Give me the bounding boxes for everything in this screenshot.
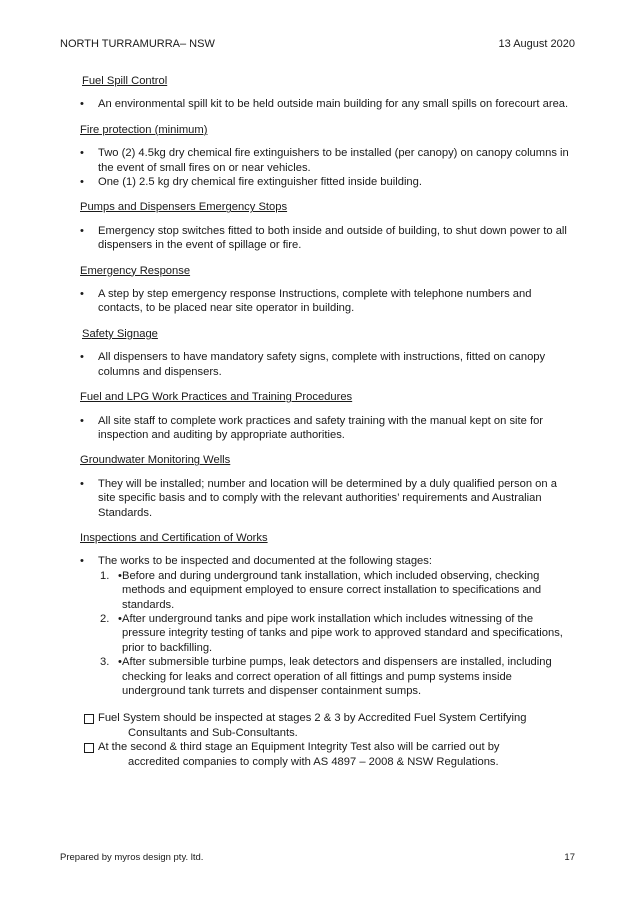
stage-text: Before and during underground tank installation, which included observing, checking methods and equipment employed to ensure correct installation to specifications and standards. [122, 569, 542, 611]
bullet-list [60, 97, 575, 111]
section-work-practices [60, 390, 575, 442]
section-inspections [60, 531, 575, 769]
bullet-item: • Two (2) 4.5kg dry chemical fire extinguishers to be installed (per canopy) on canopy columns in the event of small fires on or near vehicles. [60, 146, 575, 175]
stage-item [98, 612, 575, 655]
section-heading: Inspections and Certification of Works [80, 531, 268, 544]
checkbox-icon [84, 714, 94, 724]
stage-text: After submersible turbine pumps, leak detectors and dispensers are installed, including checking for leaks and correct operation of all fittings and pump systems inside underground tank turrets and dispenser containment sumps. [122, 656, 552, 697]
bullet-list [60, 414, 575, 443]
bullet-list [60, 287, 575, 316]
section-fire-protection [60, 123, 575, 190]
stage-number: • 3. [100, 656, 110, 669]
section-safety-signage [60, 327, 575, 379]
section-heading: Groundwater Monitoring Wells [80, 454, 231, 467]
section-groundwater-wells [60, 453, 575, 520]
inspections-intro: The works to be inspected and documented at the following stages: [98, 555, 432, 568]
bullet-item: • All site staff to complete work practices and safety training with the manual kept on site for inspection and auditing by appropriate authorities. [60, 414, 575, 443]
bullet-item: • Emergency stop switches fitted to both inside and outside of building, to shut down power to all dispensers in the event of spillage or fire. [60, 224, 575, 253]
bullet-list [60, 350, 575, 379]
stage-number: • 1. [100, 569, 110, 582]
checkbox-icon [84, 743, 94, 753]
section-heading: Fuel Spill Control [82, 75, 168, 87]
checklist-item [60, 711, 575, 740]
bullet-item: • They will be installed; number and location will be determined by a duly qualified person on a site specific basis and to comply with the relevant authorities’ requirements and Australian Standards. [60, 477, 575, 520]
section-heading: Safety Signage [82, 327, 158, 340]
bullet-list [60, 224, 575, 253]
checklist-continuation: accredited companies to comply with AS 4897 – 2008 & NSW Regulations. [128, 755, 499, 768]
bullet-list [60, 477, 575, 520]
stage-number: • 2. [100, 612, 110, 625]
stage-item [98, 655, 575, 698]
checklist-text: At the second & third stage an Equipment Integrity Test also will be carried out by [98, 741, 500, 754]
section-emergency-response [60, 264, 575, 316]
stage-text: After underground tanks and pipe work installation which includes witnessing of the pressure integrity testing of tanks and pipe work to approved standard and specifications, prior to backfilling. [122, 612, 563, 654]
footer-prepared-by: Prepared by myros design pty. ltd. [60, 852, 204, 863]
bullet-item: • One (1) 2.5 kg dry chemical fire extinguisher fitted inside building. [60, 175, 575, 189]
header-date: 13 August 2020 [498, 38, 575, 50]
bullet-list [60, 146, 575, 189]
checklist-continuation: Consultants and Sub-Consultants. [128, 726, 298, 739]
section-heading: Pumps and Dispensers Emergency Stops [80, 201, 288, 214]
section-emergency-stops [60, 200, 575, 252]
page-number: 17 [564, 852, 575, 863]
bullet-item [60, 554, 575, 698]
bullet-item: • An environmental spill kit to be held outside main building for any small spills on forecourt area. [60, 97, 575, 111]
stage-item [98, 569, 575, 612]
bullet-item: • A step by step emergency response Instructions, complete with telephone numbers and contacts, to be placed near site operator in building. [60, 287, 575, 316]
stage-list [98, 569, 575, 699]
section-heading: Fuel and LPG Work Practices and Training Procedures [80, 391, 353, 404]
section-fuel-spill [60, 74, 575, 112]
document-body [60, 74, 575, 769]
checklist-item [60, 740, 575, 769]
bullet-item: • All dispensers to have mandatory safety signs, complete with instructions, fitted on canopy columns and dispensers. [60, 350, 575, 379]
page-footer [60, 852, 575, 863]
section-heading: Emergency Response [80, 264, 191, 277]
checklist-text: Fuel System should be inspected at stages 2 & 3 by Accredited Fuel System Certifying [98, 712, 527, 725]
section-heading: Fire protection (minimum) [80, 123, 208, 136]
header-location: NORTH TURRAMURRA– NSW [60, 38, 215, 50]
bullet-list [60, 554, 575, 698]
page-header [60, 38, 575, 50]
